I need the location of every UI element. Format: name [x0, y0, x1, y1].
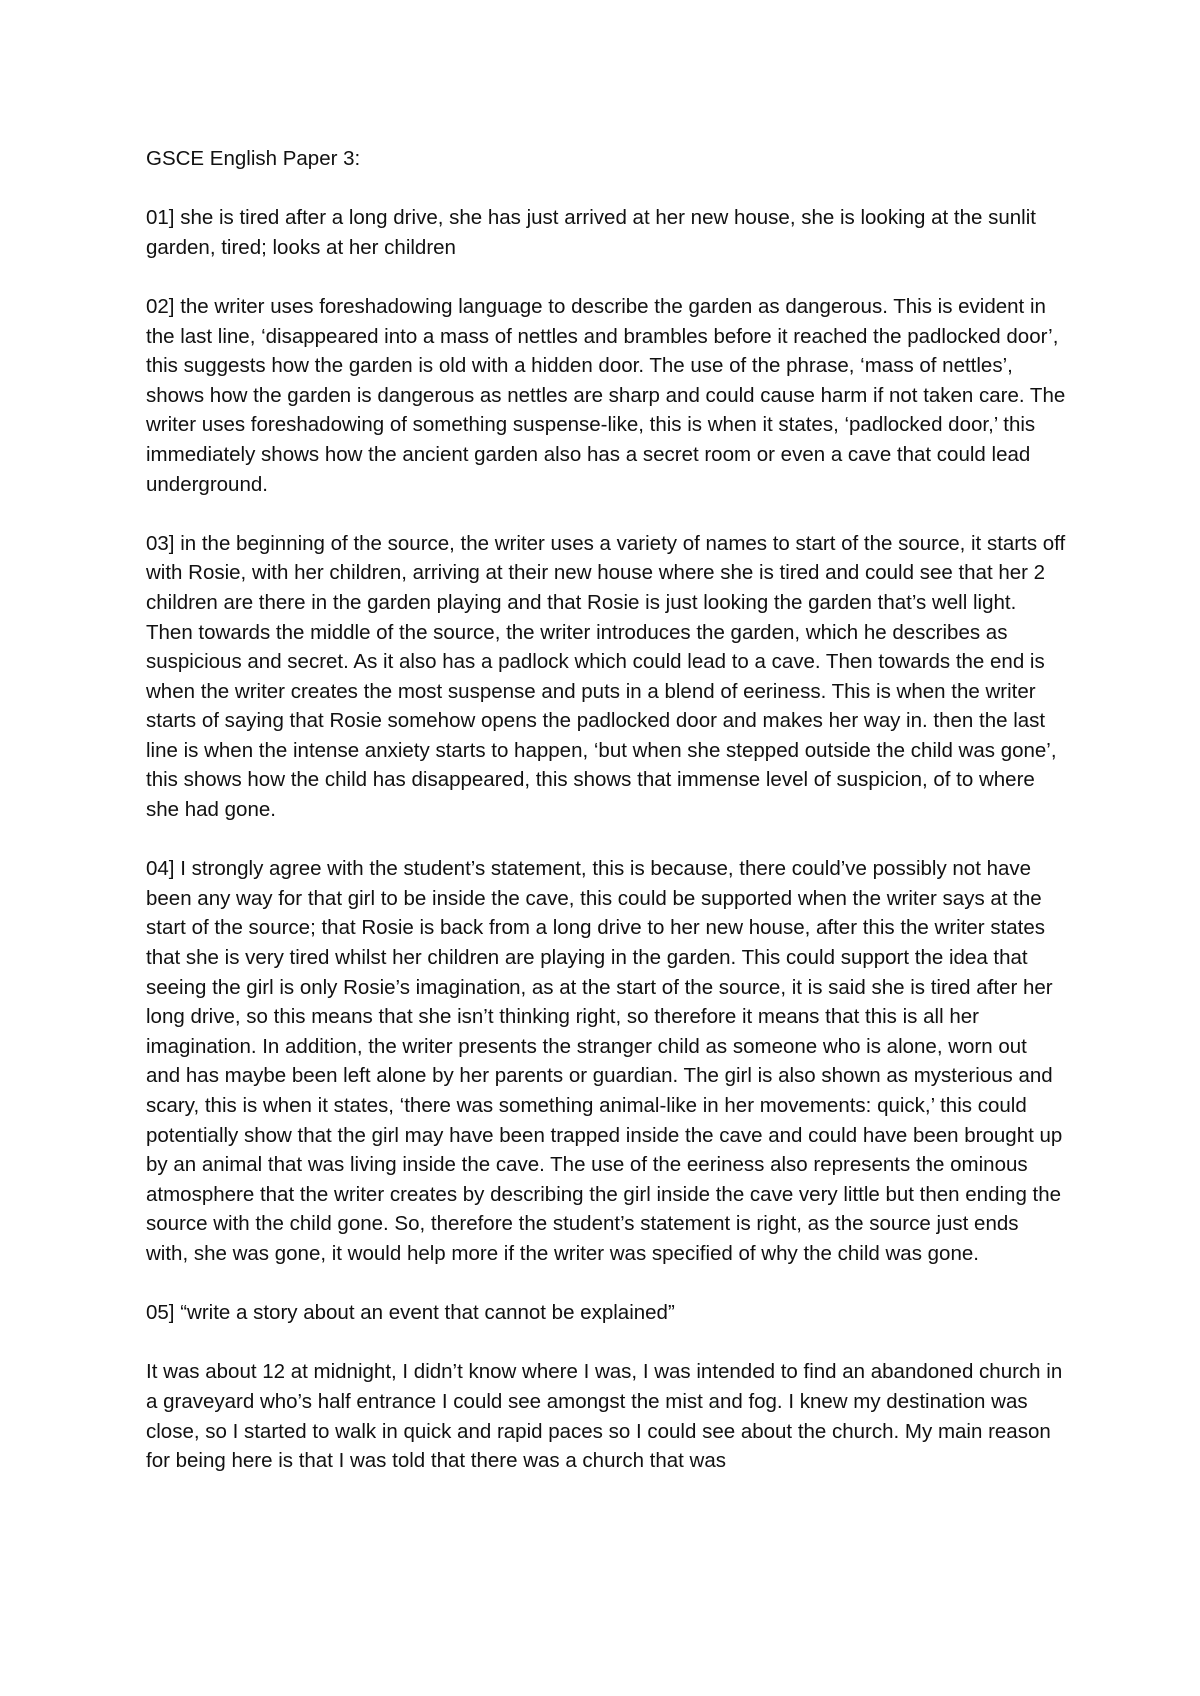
document-title: GSCE English Paper 3:: [146, 147, 361, 170]
document-page: [146, 144, 1066, 1505]
answer-03: 03] in the beginning of the source, the writer uses a variety of names to start of the source, it starts off with Rosie, with her children, arriving at their new house where she is tired and could see that her 2 children are there in the garden playing and that Rosie is just looking the garden that’s well light. Then towards the middle of the source, the writer introduces the garden, which he describes as suspicious and secret. As it also has a padlock which could lead to a cave. Then towards the end is when the writer creates the most suspense and puts in a blend of eeriness. This is when the writer starts of saying that Rosie somehow opens the padlocked door and makes her way in. then the last line is when the intense anxiety starts to happen, ‘but when she stepped outside the child was gone’, this shows how the child has disappeared, this shows that immense level of suspicion, of to where she had gone.: [146, 531, 1066, 822]
question-05-prompt: 05] “write a story about an event that cannot be explained”: [146, 1301, 675, 1325]
story-paragraph: It was about 12 at midnight, I didn’t know where I was, I was intended to find an abandoned church in a graveyard who’s half entrance I could see amongst the mist and fog. I knew my destination was close, so I started to walk in quick and rapid paces so I could see about the church. My main reason for being here is that I was told that there was a church that was: [146, 1360, 1063, 1473]
answer-02: 02] the writer uses foreshadowing language to describe the garden as dangerous. This is evident in the last line, ‘disappeared into a mass of nettles and brambles before it reached the padlocked door’, this suggests how the garden is old with a hidden door. The use of the phrase, ‘mass of nettles’, shows how the garden is dangerous as nettles are sharp and could cause harm if not taken care. The writer uses foreshadowing of something suspense-like, this is when it states, ‘padlocked door,’ this immediately shows how the ancient garden also has a secret room or even a cave that could lead underground.: [146, 294, 1066, 496]
answer-04: 04] I strongly agree with the student’s statement, this is because, there could’ve possibly not have been any way for that girl to be inside the cave, this could be supported when the writer says at the start of the source; that Rosie is back from a long drive to her new house, after this the writer states that she is very tired whilst her children are playing in the garden. This could support the idea that seeing the girl is only Rosie’s imagination, as at the start of the source, it is said she is tired after her long drive, so this means that she isn’t thinking right, so therefore it means that this is all her imagination. In addition, the writer presents the stranger child as someone who is alone, worn out and has maybe been left alone by her parents or guardian. The girl is also shown as mysterious and scary, this is when it states, ‘there was something animal-like in her movements: quick,’ this could potentially show that the girl may have been trapped inside the cave and could have been brought up by an animal that was living inside the cave. The use of the eeriness also represents the ominous atmosphere that the writer creates by describing the girl inside the cave very little but then ending the source with the child gone. So, therefore the student’s statement is right, as the source just ends with, she was gone, it would help more if the writer was specified of why the child was gone.: [146, 857, 1063, 1265]
answer-01: 01] she is tired after a long drive, she has just arrived at her new house, she is looking at the sunlit garden, tired; looks at her children: [146, 206, 1036, 259]
